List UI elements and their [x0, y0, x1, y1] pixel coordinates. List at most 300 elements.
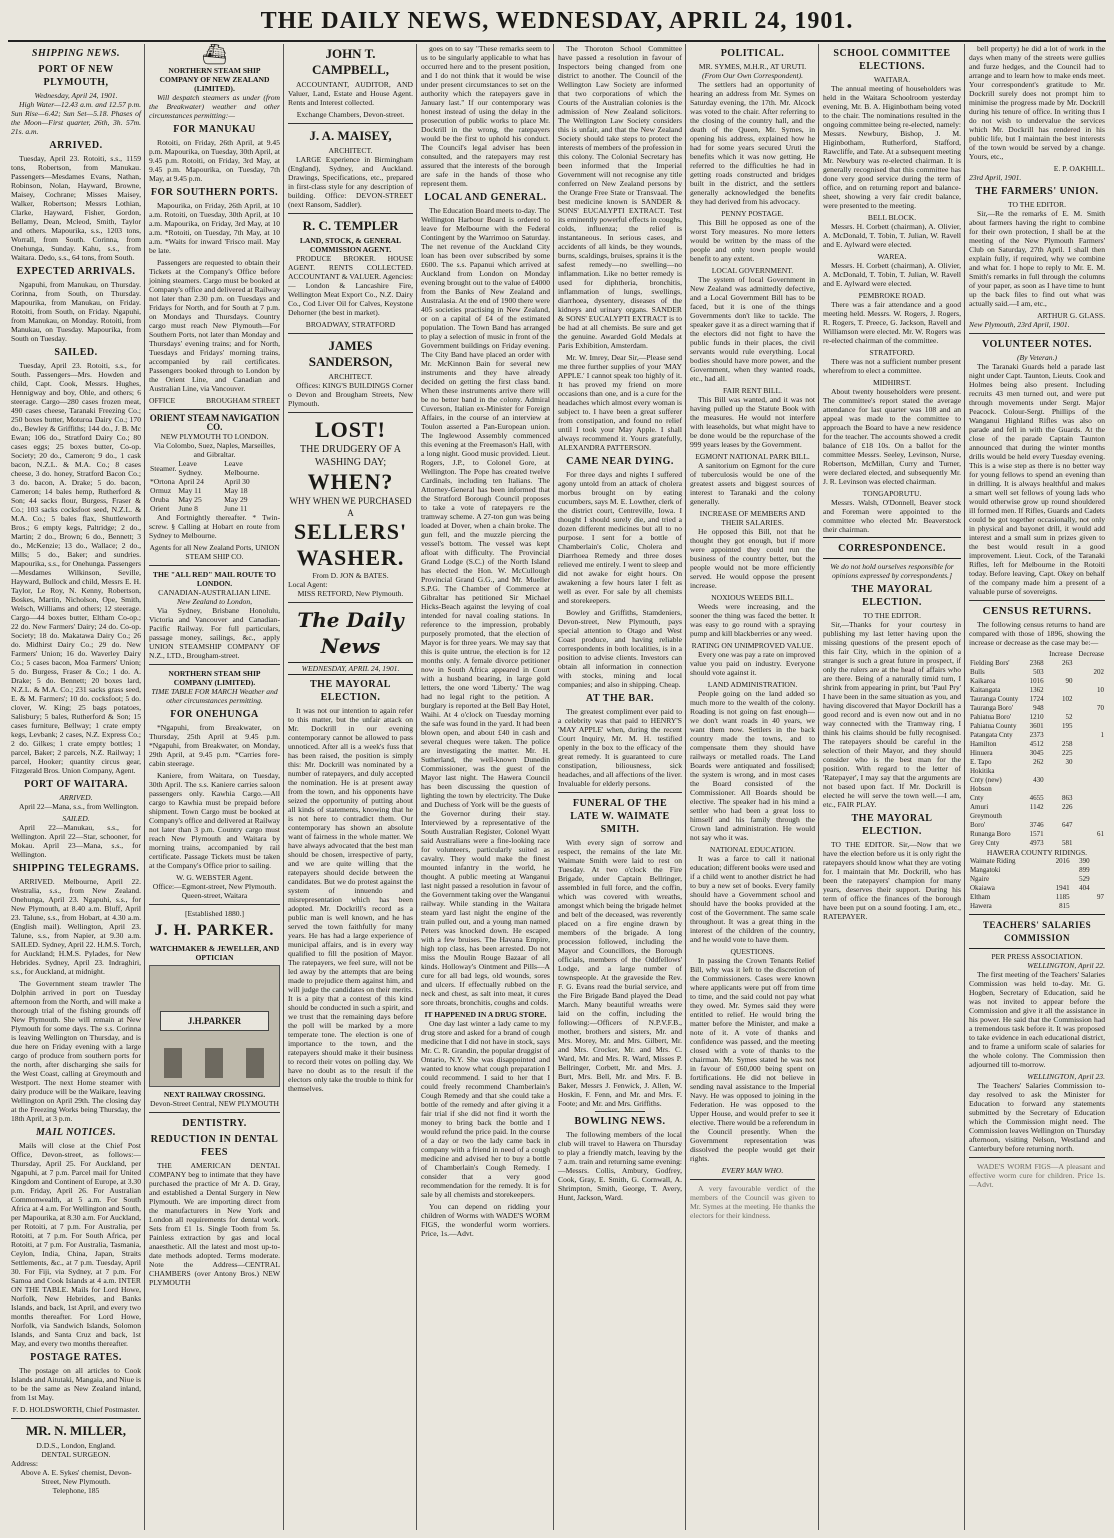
- table-row: [969, 830, 1105, 839]
- local-agent-label: Local Agent:: [288, 580, 328, 589]
- table-cell: [1091, 902, 1105, 911]
- table-cell: 3746: [1029, 821, 1044, 829]
- expected-heading: EXPECTED ARRIVALS.: [16, 266, 136, 277]
- table-cell: 52: [1065, 713, 1073, 721]
- table-cell: Tauranga County: [970, 695, 1019, 703]
- table-cell: 3045: [1029, 749, 1044, 757]
- dental-company-text: THE AMERICAN DENTAL COMPANY beg to intimate that they have purchased the practice of Mr A. D. Gray, and established a Dental Surgery in New Plymouth. We are importing direct from the manufacturers in New York and London all requirements for dental work. Sets from £1 1s. Single Tooth from 5s. Painless extraction by gas and local anaesthetic. All the latest and most up-to-date methods adopted. Terms moderate. Note the Address—CENTRAL CHAMBERS (over Antony Bros.) NEW PLYMOUTH: [149, 1161, 280, 1287]
- onehunga-heading: FOR ONEHUNGA: [170, 709, 259, 720]
- lost-headline: LOST!: [314, 417, 387, 442]
- parker-name: J. H. PARKER.: [154, 922, 275, 939]
- table-cell: Ormuz: [150, 486, 172, 495]
- campbell-address: Exchange Chambers, Devon-street.: [296, 110, 405, 119]
- separator: [288, 213, 413, 214]
- arrived-heading: ARRIVED.: [49, 140, 103, 151]
- table-cell: 1: [1100, 731, 1104, 739]
- table-cell: 30: [1065, 758, 1073, 766]
- table-cell: Orient: [150, 504, 170, 513]
- tides-text: High Water—12.43 a.m. and 12.57 p.m. Sun Rise—6.42; Sun Set—5.18. Phases of the Moon—First quarter, 26th, 3h. 57m. 21s. a.m.: [11, 100, 141, 136]
- table-cell: [1073, 767, 1105, 776]
- noxious-weeds-heading: NOXIOUS WEEDS BILL.: [711, 593, 794, 602]
- table-header-cell: Leave Melbourne.: [224, 459, 260, 477]
- table-row: [969, 884, 1105, 893]
- questions-heading: QUESTIONS.: [730, 947, 775, 956]
- table-cell: [1073, 758, 1105, 767]
- bowling-text: The following members of the local club will travel to Hawera on Thursday to play a friendly match, leaving by the 7 a.m. train and returning same evening:—Messrs. Collis, Ambury, Godfrey, Cook, Gray, E. Smith, G. Cornwall, A. Shrimpton, Smith, George, T. Avery, Hunt, Jackson, Ward.: [558, 1130, 682, 1202]
- table-cell: Pahiatua County: [970, 722, 1017, 730]
- land-admin-heading: LAND ADMINISTRATION.: [707, 680, 798, 689]
- company-intro: Will despatch steamers as under (from the Breakwater) weather and other circumstances permitting:—: [149, 93, 280, 120]
- column-local-news: [418, 44, 553, 1532]
- table-cell: 1941: [1055, 884, 1070, 892]
- separator: [288, 412, 413, 413]
- orient-agents: Agents for all New Zealand Ports, UNION STEAM SHIP CO.: [149, 543, 280, 561]
- local-general-heading: LOCAL AND GENERAL.: [424, 192, 547, 203]
- bates-line: From D. JON & BATES.: [312, 571, 389, 580]
- table-cell: 226: [1061, 803, 1073, 811]
- table-cell: Okaiawa: [970, 884, 995, 892]
- allred-title: THE "ALL RED" MAIL ROUTE TO LONDON.: [152, 570, 277, 588]
- dentist-qualification: D.D.S., London, England.: [36, 1441, 116, 1450]
- pembroke-subheading: PEMBROKE ROAD.: [858, 291, 926, 300]
- nss-subtitle: TIME TABLE FOR MARCH Weather and other circumstances permitting.: [151, 687, 278, 705]
- table-cell: Boro': [970, 821, 986, 829]
- table-cell: [1045, 875, 1071, 884]
- table-cell: [1073, 722, 1105, 731]
- table-row: [969, 722, 1105, 731]
- fair-rent-text: This Bill was wanted, and it was not having pulled up the Statute Book with the measures. He would not interfere with leaseholds, but what might have to be done would be the repurchase of the 999 years leases by the Government.: [690, 395, 815, 449]
- table-row: [969, 740, 1105, 749]
- table-header: [969, 650, 1105, 659]
- farmers-union-heading: THE FARMERS' UNION.: [975, 186, 1099, 197]
- table-cell: [1091, 857, 1105, 866]
- table-cell: Kaikaroa: [970, 677, 996, 685]
- separator: [149, 904, 280, 905]
- why-line: WHY WHEN WE PURCHASED A: [289, 496, 412, 518]
- drug-store-text: One day last winter a lady came to my drug store and asked for a brand of cough medicine that I did not have in stock, says Mr. C. R. Grandin, the popular druggist of Ontario, N.Y. She was disappointed and wanted to know what cough preparation I could recommend. I said to her that I could freely recommend Chamberlain's Cough Remedy and that she could take a bottle of the remedy and after giving it a fair trial if she did not find it worth the money to bring back the bottle and I would refund the price paid. In the course of a day or two the lady came back in company with a friend in need of a cough medicine and advised her to buy a bottle of Chamberlain's Cough Remedy. I consider that a very good recommendation for the remedy. It is for sale by all chemists and storekeepers.: [421, 1019, 550, 1199]
- column-divider: [685, 44, 686, 1530]
- table-cell: [1045, 704, 1074, 713]
- table-cell: 10: [1097, 686, 1104, 694]
- newspaper-title: THE DAILY NEWS, WEDNESDAY, APRIL 24, 1901.: [260, 8, 854, 34]
- separator: [969, 600, 1105, 601]
- sailed-text: Tuesday, April 23. Rotoiti, s.s., for South. Passengers—Mrs. Howden and child, Capt. Cook, Messrs. Hughes, Hennigway and boy, Ohle, and others; 6 steerage. Cargo—280 cases frozen meat, 490 cases cheese, Taranaki Freezing Co.; 250 boxes butter, Moturoa Dairy Co.; 170 do., Bewley & Griffiths; 144 do., J. B. Mc Ewan; 106 do., Stratford Dairy Co.; 80 cases eggs; 25 boxes butter, Co-op. Society; 20 do., Cameron; 9 do., 1 cask bacon, N.Z.L. & M.A. Co.; 8 cases cheese, 3 do. honey, Stratford Bacon Co.; 3 do. bacon, A. Drake; 5 do. bacon, Cameron; 14 bales hemp, Rutherford & Son; 44 sacks flour, Burgess, Fraser & Co.; 103 sacks cocksfoot seed, N.Z.L. & M.A. Co.; 5 bales flax, Shuttleworth Bros.; 6 empty kegs, Paltridge; 2 do., Martin; 2 do., Brown; 6 do., Bennett; 3 do., McKenzie; 13 do., Wallace; 2 do., Mills; 5 do., Baker; and sundries. Mapourika, s.s., for Onehunga. Passengers—Mesdames Wilkinson, Seville, Hayward, Bullock and child, Messrs E. H. Taylor, Le Roy, N. Kenny, Robertson, Boskes, Martin, Nicholson, Ope, Smith, Welsch, Williams and others; 12 steerage. Cargo—44 boxes butter, Eltham Co-op.; 22 do. New Farmers' Dairy; 24 do. Co-op. Society; 18 do. Makatawa Dairy Co.; 26 do. Midhirst Dairy Co.; 29 do. New Farmers' Union; 16 do. Waverley Dairy Co.; 5 cases bacon, Moa Farmers' Union; 5 do. Burgess, Fraser & Co.; 1 do. A. Drake; 5 do. Bennett; 20 boxes lard, N.Z.L. & M.A. Co.; 231 sacks grass seed, E. & M. Farmers'; 10 do. cocksfoot; 5 do. clover, W. King; 25 bags potatoes, Salisbury; 5 bales, Rutherford & Son; 15 cases furniture, Bellway; 1 crate empty kegs, Levbank; 2 cases, N.Z. Express Co.; 2 do. Gilkes; 1 crate empty bottles; 1 parcel, Baker; 2 parcels, N.Z. Railway; 1 parcel, Hooker; quantity circus gear, Fitzgerald Bros. Union Company, Agent.: [11, 361, 141, 775]
- column-divider: [964, 44, 965, 1530]
- maisey-role: ARCHITECT.: [328, 146, 373, 155]
- penny-postage-heading: PENNY POSTAGE.: [721, 209, 784, 218]
- correspondence-notice: We do not hold ourselves responsible for opinions expressed by correspondents.]: [830, 562, 954, 580]
- government-steamer-text: The Government steam trawler The Dolphin arrived in port on Tuesday afternoon from the North, and will make a thorough trial of the fishing grounds off New Plymouth. She will remain at New Plymouth for some days. The s.s. Corinna is leaving Wellington on Thursday, and is due here on Friday evening with a large cargo of produce from southern ports for the north, after discharging she sails for the West Coast, calling at Greymouth and Westport. The next Home steamer with dairy produce will be the Waikare, leaving Wellington on April 29th. The closing day at the Freezing Works being Thursday, the 18th April, at 3 p.m.: [11, 979, 141, 1123]
- table-row: [969, 866, 1105, 875]
- table-row: [969, 785, 1105, 794]
- table-cell: Bulls: [970, 668, 985, 676]
- table-cell: May 25: [178, 495, 202, 504]
- parker-trade: WATCHMAKER & JEWELLER, AND OPTICIAN: [149, 944, 280, 962]
- tongaporutu-subheading: TONGAPORUTU.: [862, 489, 922, 498]
- separator: [149, 409, 280, 410]
- table-cell: [1073, 677, 1105, 686]
- footer-notice: A very favourable verdict of the members of the Council was given to Mr. Symes at the meeting. He thanks the electors for their kindness.: [690, 1184, 815, 1220]
- pembroke-text: There was a fair attendance and a good meeting held. Messrs. W. Rogers, J. Rogers, R. Rogers, T. Preece, G. Jackson, Ravell and Williamson were elected. Mr. W. Rogers was re-elected chairman of the committee.: [823, 300, 961, 345]
- table-cell: May 29: [224, 495, 248, 504]
- questions-text: In passing the Crown Tenants Relief Bill, why was it left to the discretion of the Commissioners. Cases were known where applicants were put off from time to time, and the said could not pay what they owed. Mr. Symes said they were entitled to relief. He would bring the matter before the Minister, and make a note of it. A vote of thanks and confidence was passed, and the meeting closed with a vote of thanks to the chairman. Mr. Symes stated he was not in favour of £60,000 being spent on fortifications. He did not believe in sending naval assistance to the Imperial Navy. He was opposed to joining in the Federation. He was opposed to the Upper House, and would prefer to see it elective. There would be a referendum in the Council presently. When the Government representation was dissolved the people would get their rights.: [690, 956, 815, 1163]
- table-cell: Hawera: [970, 902, 992, 910]
- table-row: [969, 749, 1105, 758]
- masthead: [0, 8, 1114, 38]
- table-cell: Runanga Boro: [970, 830, 1011, 838]
- table-cell: 61: [1097, 830, 1104, 838]
- table-cell: Kaitangata: [970, 686, 1001, 694]
- table-cell: Waimate Riding: [970, 857, 1016, 865]
- census-heading: CENSUS RETURNS.: [982, 605, 1092, 617]
- table-cell: 581: [1061, 839, 1073, 847]
- table-header-cell: Steamer.: [150, 463, 177, 473]
- census-table: [969, 650, 1105, 848]
- maisey-name: J. A. MAISEY,: [309, 128, 392, 143]
- table-cell: Greymouth: [970, 812, 1002, 820]
- allred-text: Via Sydney, Brisbane Honolulu, Victoria and Vancouver and Canadian-Pacific Railway. For full particulars, passage money, sailings, &c., apply UNION STEAMSHIP COMPANY OF N.Z., LTD., Brougham-street.: [149, 606, 280, 660]
- table-row: [969, 713, 1105, 722]
- tongaporutu-text: Messrs. Walsh, O'Donnell, Beaver stock and Foreman were appointed to the committee who elected Mr. Beaverstock their chairman.: [823, 498, 961, 534]
- table-cell: 647: [1061, 821, 1073, 829]
- table-cell: 1185: [1055, 893, 1070, 901]
- office-address: BROUGHAM STREET: [205, 396, 280, 405]
- table-cell: [1091, 884, 1105, 893]
- parker-established: [Established 1880.]: [184, 909, 245, 918]
- southern-sailings: Mapourika, on Friday, 26th April, at 10 a.m. Rotoiti, on Tuesday, 30th April, at 10 a.m. Mapourika, on Friday, 3rd May, at 10 a.m. *Rotoiti, on Tuesday, 7th May, at 10 a.m. *Waits for inward 'Frisco mail. May be late.: [149, 201, 280, 255]
- press-association-line: PER PRESS ASSOCIATION.: [991, 952, 1083, 961]
- table-cell: E. Tapo: [970, 758, 992, 766]
- table-cell: 503: [1033, 668, 1044, 676]
- table-cell: [1073, 740, 1105, 749]
- warea-text: Messrs. H. Corbett (chairman), A. Olivier, A. McDonald, T. Tobin, T. Julian, W. Ravell and E. Aylward were elected.: [823, 261, 961, 288]
- table-cell: May 11: [178, 486, 202, 495]
- table-cell: [1045, 785, 1074, 794]
- table-cell: [1026, 767, 1044, 776]
- table-cell: [1026, 812, 1044, 821]
- stratford-text: There was not a sufficient number present wherefrom to elect a committee.: [823, 357, 961, 375]
- table-row: [149, 477, 280, 486]
- parker-location: NEXT RAILWAY CROSSING.: [163, 1090, 266, 1099]
- table-row: [969, 686, 1105, 695]
- farmers-union-text: Sir,—Re the remarks of E. M. Smith about farmers having the right to combine for their own protection, I shall be at the meeting of the New Plymouth Farmers' Club on Saturday, 27th April. I shall then explain fully, if required, why we combine and what for. I hope to reply to Mr. E. M. Smith's remarks in full through the columns of your paper, as soon as I have time to hunt up the back files to find out what was actually said.—I am, etc.,: [969, 209, 1105, 308]
- table-header-cell: [1026, 650, 1044, 659]
- table-cell: 4655: [1029, 794, 1044, 802]
- table-cell: [1091, 875, 1105, 884]
- mayoral-editorial-heading: THE MAYORAL ELECTION.: [310, 679, 391, 703]
- waitara-sailed-heading: SAILED.: [62, 814, 90, 823]
- local-government-text: The system of local Government in New Zealand was admittedly defective, and a Local Government Bill has to be faced, but it is one of the things Governments don't like to tackle. The speaker gave it as a direct warning that if the electors did not fight to have the public funds in their places, the civil servants would rule everything. Local bodies should have more power, and the Government, when they wanted roads, etc., had all.: [690, 275, 815, 383]
- came-near-dying-text: For three days and nights I suffered agony untold from an attack of cholera morbus brought on by eating cucumbers, says M. E. Lowther, clerk of the district court, Centreville, Iowa. I thought I should surely die, and tried a dozen different medicines but all to no purpose. I sent for a bottle of Chamberlain's Colic, Cholera and Diarrhoea Remedy and three doses relieved me entirely. I went to sleep and did not awake for eight hours. On awakening a few hours later I felt as well as ever. For sale by all chemists and storekeepers.: [558, 470, 682, 605]
- rating-text: Every one was pay a rate on improved value you paid on industry. Everyone should vote against it.: [690, 650, 815, 677]
- date-line: Wednesday, April 24, 1901.: [34, 91, 118, 100]
- table-cell: *Ortona: [150, 477, 175, 486]
- column-political: [687, 44, 818, 1532]
- table-cell: Hobson: [970, 785, 992, 793]
- orient-footnote: And Fortnightly thereafter. * Twin-screw. § Calling at Hobart en route from Sydney to Melbourne.: [149, 513, 280, 540]
- table-row: [969, 767, 1105, 776]
- parker-shop-engraving: [149, 965, 280, 1087]
- hawera-table: [969, 857, 1105, 911]
- teachers-text-2: The Teachers' Salaries Commission to-day resolved to ask the Minister for Education to forward any statements submitted by the Secretary of Education which the Commission might need. The Commission leaves Wellington on Thursday afternoon, visiting Nelson, Westland and Canterbury before returning north.: [969, 1081, 1105, 1153]
- separator: [969, 1157, 1105, 1158]
- at-the-bar-heading: AT THE BAR.: [585, 693, 655, 704]
- bell-block-text: Messrs. H. Corbett (chairman), A. Olivier, A. McDonald, T. Tobin, T. Julian, W. Ravell and E. Aylward were elected.: [823, 222, 961, 249]
- volunteer-notes-heading: VOLUNTEER NOTES.: [981, 339, 1093, 350]
- column-school-committees: [820, 44, 964, 1532]
- increase-heading: INCREASE OF MEMBERS AND THEIR SALARIES.: [699, 509, 806, 527]
- table-cell: [1071, 893, 1091, 902]
- column-divider: [144, 44, 145, 1530]
- table-row: [969, 659, 1105, 668]
- table-cell: 3601: [1029, 722, 1044, 730]
- table-cell: 899: [1079, 866, 1090, 874]
- table-cell: Ngaire: [970, 875, 990, 883]
- column-shipping: [8, 44, 144, 1532]
- bell-block-subheading: BELL BLOCK.: [867, 213, 917, 222]
- table-header-cell: [969, 650, 1026, 659]
- parker-shop-sign: J.H.PARKER: [160, 1011, 269, 1031]
- census-intro: The following census returns to hand are compared with those of 1896, showing the increase or decrease as the case may be:—: [969, 620, 1105, 647]
- table-cell: [1045, 776, 1074, 785]
- table-cell: 262: [1033, 758, 1044, 766]
- table-cell: June 11: [224, 504, 248, 513]
- bowling-heading: BOWLING NEWS.: [574, 1116, 666, 1127]
- paper-date: WEDNESDAY, APRIL 24, 1901.: [288, 662, 413, 675]
- table-cell: 1571: [1029, 830, 1044, 838]
- table-cell: 1016: [1029, 677, 1044, 685]
- letter-continued: bell property) he did a lot of work in the days when many of the streets were gullies and furze hedges, and the Council had to arrange and to learn how to make ends meet. Your correspondent's gratitude to Mr. Dockrill surely does not prompt him to minimise the progress made by Mr. Dockrill during his tenure of office. In writing thus I do not wish to undervalue the services which Mr. Dockrill has rendered in his public life, but I maintain the best interests of the town would be served by a change. Yours, etc.,: [969, 44, 1106, 161]
- table-row: [969, 704, 1105, 713]
- table-cell: 225: [1061, 749, 1073, 757]
- came-near-dying-heading: CAME NEAR DYING.: [566, 456, 674, 467]
- table-cell: 102: [1061, 695, 1073, 703]
- steamship-icon: ⛴: [201, 44, 228, 66]
- column-steamers: [146, 44, 283, 1532]
- table-header-cell: Leave Sydney.: [178, 459, 203, 477]
- table-cell: 258: [1061, 740, 1073, 748]
- table-cell: 70: [1097, 704, 1104, 712]
- manukau-sailings: Rotoiti, on Friday, 26th April, at 9.45 p.m. Mapourika, on Tuesday, 30th April, at 9.45 p.m. Rotoiti, on Friday, 3rd May, at 9.45 p.m. Mapourika, on Tuesday, 7th May, at 9.45 p.m.: [149, 138, 280, 183]
- separator: [595, 1111, 645, 1112]
- correspondent-line: (From Our Own Correspondent).: [701, 71, 804, 80]
- table-cell: [1073, 803, 1105, 812]
- allred-nz: New Zealand to London,: [176, 597, 253, 606]
- table-cell: [1045, 812, 1074, 821]
- fair-rent-heading: FAIR RENT BILL.: [723, 386, 782, 395]
- table-cell: [1026, 785, 1044, 794]
- manukau-heading: FOR MANUKAU: [173, 124, 256, 135]
- table-row: [969, 776, 1105, 785]
- parker-address: Devon-Street Central, NEW PLYMOUTH: [149, 1099, 279, 1108]
- table-cell: 1362: [1029, 686, 1044, 694]
- when-headline: WHEN?: [307, 469, 394, 494]
- masthead-rule: [8, 40, 1106, 42]
- separator: [288, 602, 413, 603]
- kaniere-text: Kaniere, from Waitara, on Tuesday, 30th April. The s.s. Kaniere carries saloon passengers only. Kawhia Cargo.—All cargo to Kawhia must be prepaid before shipment. Town Cargo must be booked at Company's office and delivered at Railway not later than 3 p.m. Country cargo must reach New Plymouth and Waitara by morning trains, accompanied by rail certificate. Passage Tickets must be taken at the Company's Office prior to sailing.: [149, 771, 280, 870]
- separator: [149, 664, 280, 665]
- retford-agent: MISS RETFORD, New Plymouth.: [297, 589, 404, 598]
- waitara-election-text: The annual meeting of householders was held in the Waitara Schoolroom yesterday evening, Mr. B. A. Higinbotham being voted to the chair. The nominations resulted in the ongoing committee being re-elected, namely: Messrs. Newbury, Bishop, J. M. Higinbotham, Rutherford, Stafford, Rawcliffe, and Tate. At a subsequent meeting Mr. Newbury was re-elected chairman. It is generally recognised that this committee has done very good service during the term of office, and on returning report and balance-sheet, showing a very fair credit balance, were presented to the meeting.: [823, 84, 961, 210]
- table-cell: 404: [1079, 884, 1090, 892]
- table-cell: [1073, 821, 1105, 830]
- maisey-text: LARGE Experience in Birmingham (England), Sydney, and Auckland. Drawings, Specifications, etc., prepared in first-class style for any description of building. Office: DEVON-STREET (next Ransom, Saddler).: [288, 155, 413, 209]
- table-cell: [1045, 668, 1074, 677]
- waitara-arrived-text: April 22—Mana, s.s., from Wellington.: [19, 802, 139, 811]
- table-cell: [1073, 749, 1105, 758]
- company-notes: Passengers are requested to obtain their Tickets at the Company's Office before joining steamers. Cargo must be booked at Company's office and delivered at Railway not later than 2.30 p.m. on Tuesdays and Fridays for North, and for South at 7 p.m. on Mondays and Thursdays. Country cargo must reach New Plymouth—For Southern Ports, not later than Monday and Thursdays' evening trains; and for North, Tuesdays and Fridays' morning trains, accompanied by rail certificates. Passengers booked through to London by the Orient Line, and Canadian and Australian Line, via Vancouver.: [149, 258, 280, 393]
- rating-heading: RATING ON UNIMPROVED VALUE.: [691, 641, 814, 650]
- waitara-port-heading: PORT OF WAITARA.: [24, 779, 128, 790]
- table-cell: 97: [1097, 893, 1104, 901]
- table-cell: [1045, 866, 1071, 875]
- symes-address-text: The settlers had an opportunity of hearing an address from Mr. Symes on Saturday evening, the 17th. Mr. Alcock was voted to the chair. After referring to the closing of the country hall, and the death of the Queen, Mr. Symes, in opening his address, explained how he had for some years secured Uruti the benefits which it was now getting. He referred to the difficulties he had in getting roads constructed and bridges built in the district, and the settlers generally acknowledged the benefits they had derived from his advocacy.: [690, 80, 815, 206]
- table-header-cell: Decrease: [1078, 650, 1104, 658]
- shop-window: [164, 1048, 182, 1078]
- templer-text: PRODUCE BROKER. HOUSE AGENT. RENTS COLLECTED. ACCOUNTANT & VALUER. Agencies:— London & Lancashire Fire, Wellington Meat Export Co., N.Z. Dairy Co., Cod Liver Oil for Calves, Keystone Dehorner (the best in market).: [288, 254, 413, 317]
- separator: [11, 1418, 141, 1419]
- column-news: [555, 44, 685, 1532]
- mail-heading: MAIL NOTICES.: [35, 1127, 117, 1138]
- dentist-address-label: Address:: [11, 1459, 38, 1468]
- telegrams-text: ARRIVED. Melbourne, April 22. Westralia, s.s., from New Zealand. Onehunga, April 23. Ngapuhi, s.s., for New Plymouth, at 8.40 a.m. Bluff, April 23. Talune, s.s., from Hobart, at 4.30 a.m. (English mail). Wellington, April 23. Talune, s.s., from Napier, at 9.30 a.m. SAILED. Sydney, April 22. H.M.S. Torch, for Auckland; H.M.S. Pylades, for New Hebrides. Sydney, April 23. Indraghiri, s.s., for Auckland, at midnight.: [11, 877, 141, 976]
- table-cell: [1073, 776, 1105, 785]
- sanderson-text: Offices: KING'S BUILDINGS Corner o Devon and Brougham Streets, New Plymouth.: [288, 381, 413, 408]
- table-cell: 1142: [1029, 803, 1044, 811]
- postage-heading: POSTAGE RATES.: [30, 1352, 122, 1363]
- table-cell: 1724: [1029, 695, 1044, 703]
- dentistry-heading: DENTISTRY.: [182, 1118, 247, 1129]
- funeral-text: With every sign of sorrow and respect, the remains of the late Mr. Waimate Smith were laid to rest on Tuesday. At two o'clock the Fire Brigade, under Captain Bellringer, assembled in full force, and the coffin, which was covered with wreaths, amongst which being the brigade helmet and belt of the deceased, was reverently placed on a fire engine drawn by members of the brigade. A long procession followed, including the Mayor and Councillors, the Borough officials, members of the Oddfellows' Lodge, and a large number of townspeople. At the graveside the Rev. F. G. Evans read the burial service, and the Fire Brigade Band played the Dead March. Many beautiful wreaths were laid on the coffin, including the following:—Officers of N.P.V.F.B., mother, brothers and sisters, Mr. and Mrs. Morey, Mr. and Mrs. Gilbert, Mr. and Mrs. Crocker, Mr. and Mrs. C. Ward, Mr. and Mrs. R. Ward, Misses P. Bellringer, Corbett, Mr. and Mrs. J. Burt, Mrs. Bell, Mr. and Mrs. F. B. Baker, Messrs J. Fenwick, J. Allen, W. Hoskin, F. Fenn, and Mr. and Mrs. F. Foote; and Mr. and Mrs. Griffiths.: [558, 838, 682, 1108]
- table-cell: 2373: [1029, 731, 1044, 739]
- table-row: [969, 668, 1105, 677]
- table-cell: 2016: [1055, 857, 1070, 865]
- may-apple-letter: Mr. W. Imrey, Dear Sir,—Please send me three further supplies of your 'MAY APPLE.' I cannot speak too highly of it. It has proved my friend on more occasions than one, and is a cure for the headaches which almost every woman is subject to. I have been a great sufferer from constipation, and found no relief until I took your May Apple. I shall always recommend it. Yours gratefully, ALEXANDRA PATTERSON.: [558, 353, 682, 452]
- table-cell: Patangata Cnty: [970, 731, 1013, 739]
- column-farmers-census: [966, 44, 1108, 1532]
- reduction-heading: REDUCTION IN DENTAL FEES: [150, 1134, 279, 1158]
- table-cell: 390: [1079, 857, 1090, 865]
- table-cell: 2368: [1029, 659, 1044, 667]
- shipping-heading: SHIPPING NEWS.: [31, 48, 121, 59]
- table-cell: 815: [1059, 902, 1070, 910]
- table-cell: 948: [1033, 704, 1044, 712]
- table-row: [969, 695, 1105, 704]
- teachers-commission-heading: TEACHERS' SALARIES COMMISSION: [982, 920, 1092, 943]
- waitara-subheading: WAITARA.: [873, 75, 911, 84]
- mayoral-letter2-heading: THE MAYORAL ELECTION.: [851, 813, 933, 837]
- school-committee-text: The Thoroton School Committee have passed a resolution in favour of Inspectors being changed from one district to another. The Council of the Wellington Law Society are informed that two corporations of which the Courts of the Australian colonies is the admission of New Zealand solicitors. The Wellington Law Society considers this is unfair, and that the New Zealand Society should take steps to protect the interests of members of the profession in this colony. The Colonial Secretary has been informed that the Imperial Government will not recognise any title conferred on New Zealand persons by the Orange Free State or Transvaal. The best medicine known is SANDER & SONS' EUCALYPTI EXTRACT. Test its eminently powerful effects in coughs, colds, influenza; the relief is instantaneous. In serious cases, and accidents of all kinds, be they wounds, burns, scaldings, bruises, sprains it is the safest remedy—no swelling—no inflammation. Like no better remedy is used for diphtheria, bronchitis, inflammation of lungs, swellings, diarrhoea, dysentery, diseases of the kidneys and urinary organs. SANDER & SONS' EUCALYPTI EXTRACT is to be had at all chemists. Be sure and get the genuine. Awarded Gold Medals at Paris Exhibition, Amsterdam.: [558, 44, 683, 350]
- nss-title: NORTHERN STEAM SHIP COMPANY (LIMITED).: [168, 669, 261, 687]
- office-line: [149, 396, 280, 405]
- postmaster-signature: F. D. HOLDSWORTH, Chief Postmaster.: [12, 1405, 140, 1414]
- table-row: [969, 731, 1105, 740]
- table-row: [969, 677, 1105, 686]
- paper-nameplate: The Daily News: [297, 608, 404, 658]
- webster-office: Office:—Egmont-street, New Plymouth. Queen-street, Waitara: [152, 882, 277, 900]
- dentist-phone: Telephone, 185: [52, 1486, 100, 1495]
- to-editor-line: TO THE EDITOR.: [862, 611, 921, 620]
- table-cell: [1073, 695, 1105, 704]
- local-government-heading: LOCAL GOVERNMENT.: [711, 266, 794, 275]
- table-row: [969, 857, 1105, 866]
- table-row: [969, 902, 1105, 911]
- shop-door: [205, 1048, 223, 1078]
- table-cell: June 8: [178, 504, 198, 513]
- land-admin-text: People going on the land added so much more to the wealth of the colony. Roading is not going on fast enough—we don't want roads in 40 years, we want them now. Settlers in the back country made the towns, and to compensate them they should have railways or metalled roads. The Land Boards were antiquated and fossilised; the system is wrong, and in most cases the Board consisted of the Commissioner. All Boards should be elective. The speaker had in his mind a settler who had been a great loss to himself and his family through the Crown land administration. He would not say who it was.: [690, 689, 815, 842]
- sailed-heading: SAILED.: [54, 347, 98, 358]
- allred-line: CANADIAN-AUSTRALIAN LINE.: [158, 588, 271, 597]
- table-row: [969, 812, 1105, 821]
- table-cell: [1073, 713, 1105, 722]
- column-divider: [818, 44, 819, 1530]
- letter-date: 23rd April, 1901.: [969, 173, 1022, 182]
- worm-figs-ad: You can depend on ridding your children of Worms with WADE'S WORM FIGS, the wonderful worm worriers. Price, 1s.—Advt.: [421, 1202, 550, 1238]
- templer-name: R. C. TEMPLER: [302, 218, 399, 233]
- waitara-arrived-heading: ARRIVED.: [59, 793, 93, 802]
- table-row: [969, 893, 1105, 902]
- table-cell: Grey Cnty: [970, 839, 1000, 847]
- table-cell: Amuri: [970, 803, 989, 811]
- campbell-name: JOHN T. CAMPBELL,: [312, 46, 389, 77]
- farmers-signature: ARTHUR G. GLASS.: [1037, 311, 1105, 320]
- table-header: [149, 459, 280, 477]
- arrived-text: Tuesday, April 23. Rotoiti, s.s., 1159 tons, Robertson, from Manukau. Passengers—Mesdames Evans, Nathan, Robinson, Nolan, Hayward, Browne, Maisey, Cochrane; Misses Maisey, Walker, Robertson; Messrs Lothian, Clarke, Hayward, Fisher, Gordon, Bellamy, Dean, Mcleod, Smith, Taylor and others. Mapourika, s.s., 1203 tons, Worrall, from South. Corinna, from Onehunga, Sunday. Kahu, s.s., from Waitara. Dedo, s.s., 64 tons, from South.: [11, 154, 141, 262]
- table-cell: 4973: [1029, 839, 1044, 847]
- noxious-weeds-text: Weeds were increasing, and the sooner the thing was faced the better. It was easy to go round with a spraying pump and kill blackberries or any weed.: [690, 602, 815, 638]
- orient-table: [149, 459, 280, 513]
- table-cell: Mangatoki: [970, 866, 1001, 874]
- table-cell: 4512: [1029, 740, 1044, 748]
- templer-address: BROADWAY, STRATFORD: [305, 320, 396, 329]
- penny-postage-text: This Bill he opposed as one of the worst Tory measures. No more letters would be written by the mass of the people and only town people would benefit to any extent.: [690, 218, 815, 263]
- correspondence-heading: CORRESPONDENCE.: [838, 543, 946, 554]
- mayoral-letter-heading: THE MAYORAL ELECTION.: [851, 584, 933, 608]
- table-cell: Hamilton: [970, 740, 997, 748]
- table-cell: 195: [1061, 722, 1073, 730]
- letter-signoff: E. P. OAKHILL.: [1053, 164, 1105, 173]
- footer-ad: WADE'S WORM FIGS—A pleasant and effective worm cure for children. Price 1s.—Advt.: [969, 1162, 1105, 1189]
- table-cell: May 18: [224, 486, 248, 495]
- table-cell: [1091, 866, 1105, 875]
- national-education-heading: NATIONAL EDUCATION.: [709, 845, 796, 854]
- mayoral-letter-text: Sir,—Thanks for your courtesy in publishing my last letter having upon the missing questions of the present epoch of this fair City, which in the opinion of a stranger is such a great future in prospect, if only the rulers are at the head of affairs who are there. Being of a naturally timid turn, I shrink from appearing in print, but 'Paul Pry' I have been in the same situation as you, and having discovered that Mayor Dockrill has a good record and is even now out and in no way connected with the Tramway ring, I think his claims should be fully recognised. The ratepayers should be careful in the selection of their Mayor, and they should consider who is the best man for the position. With regard to the letter of 'Ratepayer', I may say that the arguments are not based upon fact. If Mr. Dockrill is elected he will serve the town well.—I am, etc., FAIR PLAY.: [823, 620, 961, 809]
- midhirst-text: About twenty householders were present. The committee's report stated the average attendance for last quarter was 108 and an appeal was made to the committee to approach the Board to have a new residence for the teacher. The accounts showed a credit balance of £18 10s. On a ballot for the committee Messrs. Seeley, Levinson, Nurse, Robertson, McMillan, Curry and Turner, were declared elected, and subsequently Mr. J. R. Levinson was elected chairman.: [823, 387, 961, 486]
- column-divider: [283, 44, 284, 1530]
- table-cell: Oruba: [150, 495, 169, 504]
- midhirst-subheading: MIDHIRST.: [872, 378, 912, 387]
- webster-agent: W. G. WEBSTER Agent.: [176, 873, 253, 882]
- bowley-griffiths-text: Bowley and Griffiths, Stamdeniers, Devon-street, New Plymouth, pays special attention to Otago and West Coast produce, and having reliable correspondents in both localities, is in a position to advise clients. Investors can obtain all information in connection with stocks, mining and local companies; and also in shipping. Cheap.: [558, 608, 682, 689]
- table-cell: [1073, 794, 1105, 803]
- postage-text: The postage on all articles to Cook Islands and Aitutaki, Mangaia, and Niue is to be the same as New Zealand inland, from 1st May.: [11, 1366, 141, 1402]
- table-cell: 529: [1079, 875, 1090, 883]
- table-cell: Hokitika: [970, 767, 995, 775]
- teachers-dateline: WELLINGTON, April 22.: [1027, 961, 1105, 970]
- port-heading: PORT OF NEW PLYMOUTH,: [38, 64, 114, 88]
- drudgery-line: THE DRUDGERY OF A WASHING DAY;: [299, 444, 402, 468]
- waitara-sailed-text: April 22—Manukau, s.s., for Wellington. April 22—Star, schooner, for Mokau. April 23—Mana, s.s., for Wellington.: [11, 823, 141, 859]
- farmers-date: New Plymouth, 23rd April, 1901.: [969, 320, 1070, 329]
- article-signature: EVERY MAN WHO.: [721, 1166, 784, 1175]
- table-row: [969, 821, 1105, 830]
- table-row: [149, 495, 280, 504]
- table-row: [969, 758, 1105, 767]
- expected-text: Ngapuhi, from Manukau, on Thursday. Corinna, from South, on Thursday. Mapourika, from Manukau, on Friday. Rotoiti, from South, on Friday. Ngapuhi, from Manukau, on Monday. Rotoiti, from Manukau, on Tuesday. Mapourika, from South on Tuesday.: [11, 280, 141, 343]
- funeral-heading: FUNERAL OF THE LATE W. WAIMATE SMITH.: [570, 798, 670, 835]
- table-row: [969, 794, 1105, 803]
- separator: [288, 123, 413, 124]
